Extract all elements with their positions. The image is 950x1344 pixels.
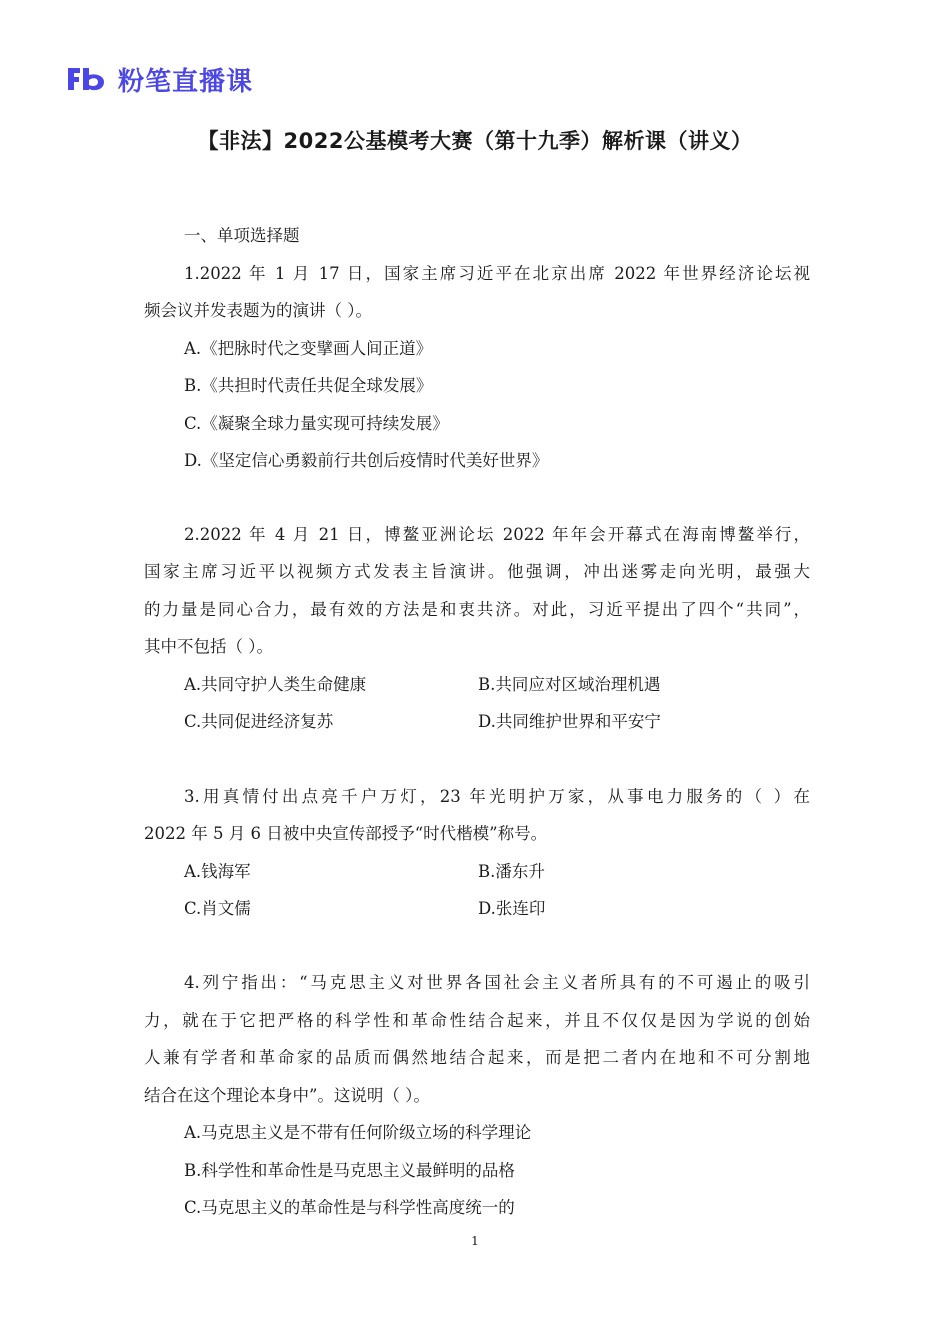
question-3-line-1: 3.用真情付出点亮千户万灯，23 年光明护万家，从事电力服务的（ ）在 xyxy=(184,787,810,806)
question-4-line-2: 力，就在于它把严格的科学性和革命性结合起来，并且不仅仅是因为学说的创始 xyxy=(144,1011,810,1030)
question-3-option-d: D.张连印 xyxy=(478,899,546,918)
question-3-line-2: 2022 年 5 月 6 日被中央宣传部授予“时代楷模”称号。 xyxy=(144,824,548,843)
question-4-line-3: 人兼有学者和革命家的品质而偶然地结合起来，而是把二者内在地和不可分割地 xyxy=(144,1048,810,1067)
question-4-line-4: 结合在这个理论本身中”。这说明（ ）。 xyxy=(144,1086,430,1105)
question-2-option-c: C.共同促进经济复苏 xyxy=(184,712,334,731)
brand-name: 粉笔直播课 xyxy=(118,66,254,97)
question-4-option-b: B.科学性和革命性是马克思主义最鲜明的品格 xyxy=(184,1161,515,1180)
question-1-option-d: D.《坚定信心勇毅前行共创后疫情时代美好世界》 xyxy=(184,451,549,470)
question-4-option-a: A.马克思主义是不带有任何阶级立场的科学理论 xyxy=(184,1123,532,1142)
page-number: 1 xyxy=(471,1234,479,1248)
question-2-option-a: A.共同守护人类生命健康 xyxy=(184,675,367,694)
question-2-line-1: 2.2022 年 4 月 21 日，博鳌亚洲论坛 2022 年年会开幕式在海南博鳌举行， xyxy=(184,525,810,544)
question-2-line-2: 国家主席习近平以视频方式发表主旨演讲。他强调，冲出迷雾走向光明，最强大 xyxy=(144,562,810,581)
document-title: 【非法】2022公基模考大赛（第十九季）解析课（讲义） xyxy=(197,129,753,153)
question-1-option-c: C.《凝聚全球力量实现可持续发展》 xyxy=(184,414,449,433)
question-1-option-a: A.《把脉时代之变擘画人间正道》 xyxy=(184,339,433,358)
question-1-option-b: B.《共担时代责任共促全球发展》 xyxy=(184,376,433,395)
question-4-option-c: C.马克思主义的革命性是与科学性高度统一的 xyxy=(184,1198,515,1217)
question-2-option-d: D.共同维护世界和平安宁 xyxy=(478,712,661,731)
question-2-line-3: 的力量是同心合力，最有效的方法是和衷共济。对此，习近平提出了四个“共同”， xyxy=(144,600,810,619)
brand-logo xyxy=(66,62,253,96)
fb-logo-icon xyxy=(66,66,110,92)
question-1-line-2: 频会议并发表题为的演讲（ ）。 xyxy=(144,301,372,320)
question-1-line-1: 1.2022 年 1 月 17 日，国家主席习近平在北京出席 2022 年世界经济论坛视 xyxy=(184,264,810,283)
question-3-option-b: B.潘东升 xyxy=(478,862,545,881)
question-4-line-1: 4.列宁指出：“马克思主义对世界各国社会主义者所具有的不可遏止的吸引 xyxy=(184,973,810,992)
question-3-option-c: C.肖文儒 xyxy=(184,899,251,918)
question-3-option-a: A.钱海军 xyxy=(184,862,251,881)
question-2-option-b: B.共同应对区域治理机遇 xyxy=(478,675,661,694)
question-2-line-4: 其中不包括（ ）。 xyxy=(144,637,273,656)
section-heading: 一、单项选择题 xyxy=(184,226,300,245)
